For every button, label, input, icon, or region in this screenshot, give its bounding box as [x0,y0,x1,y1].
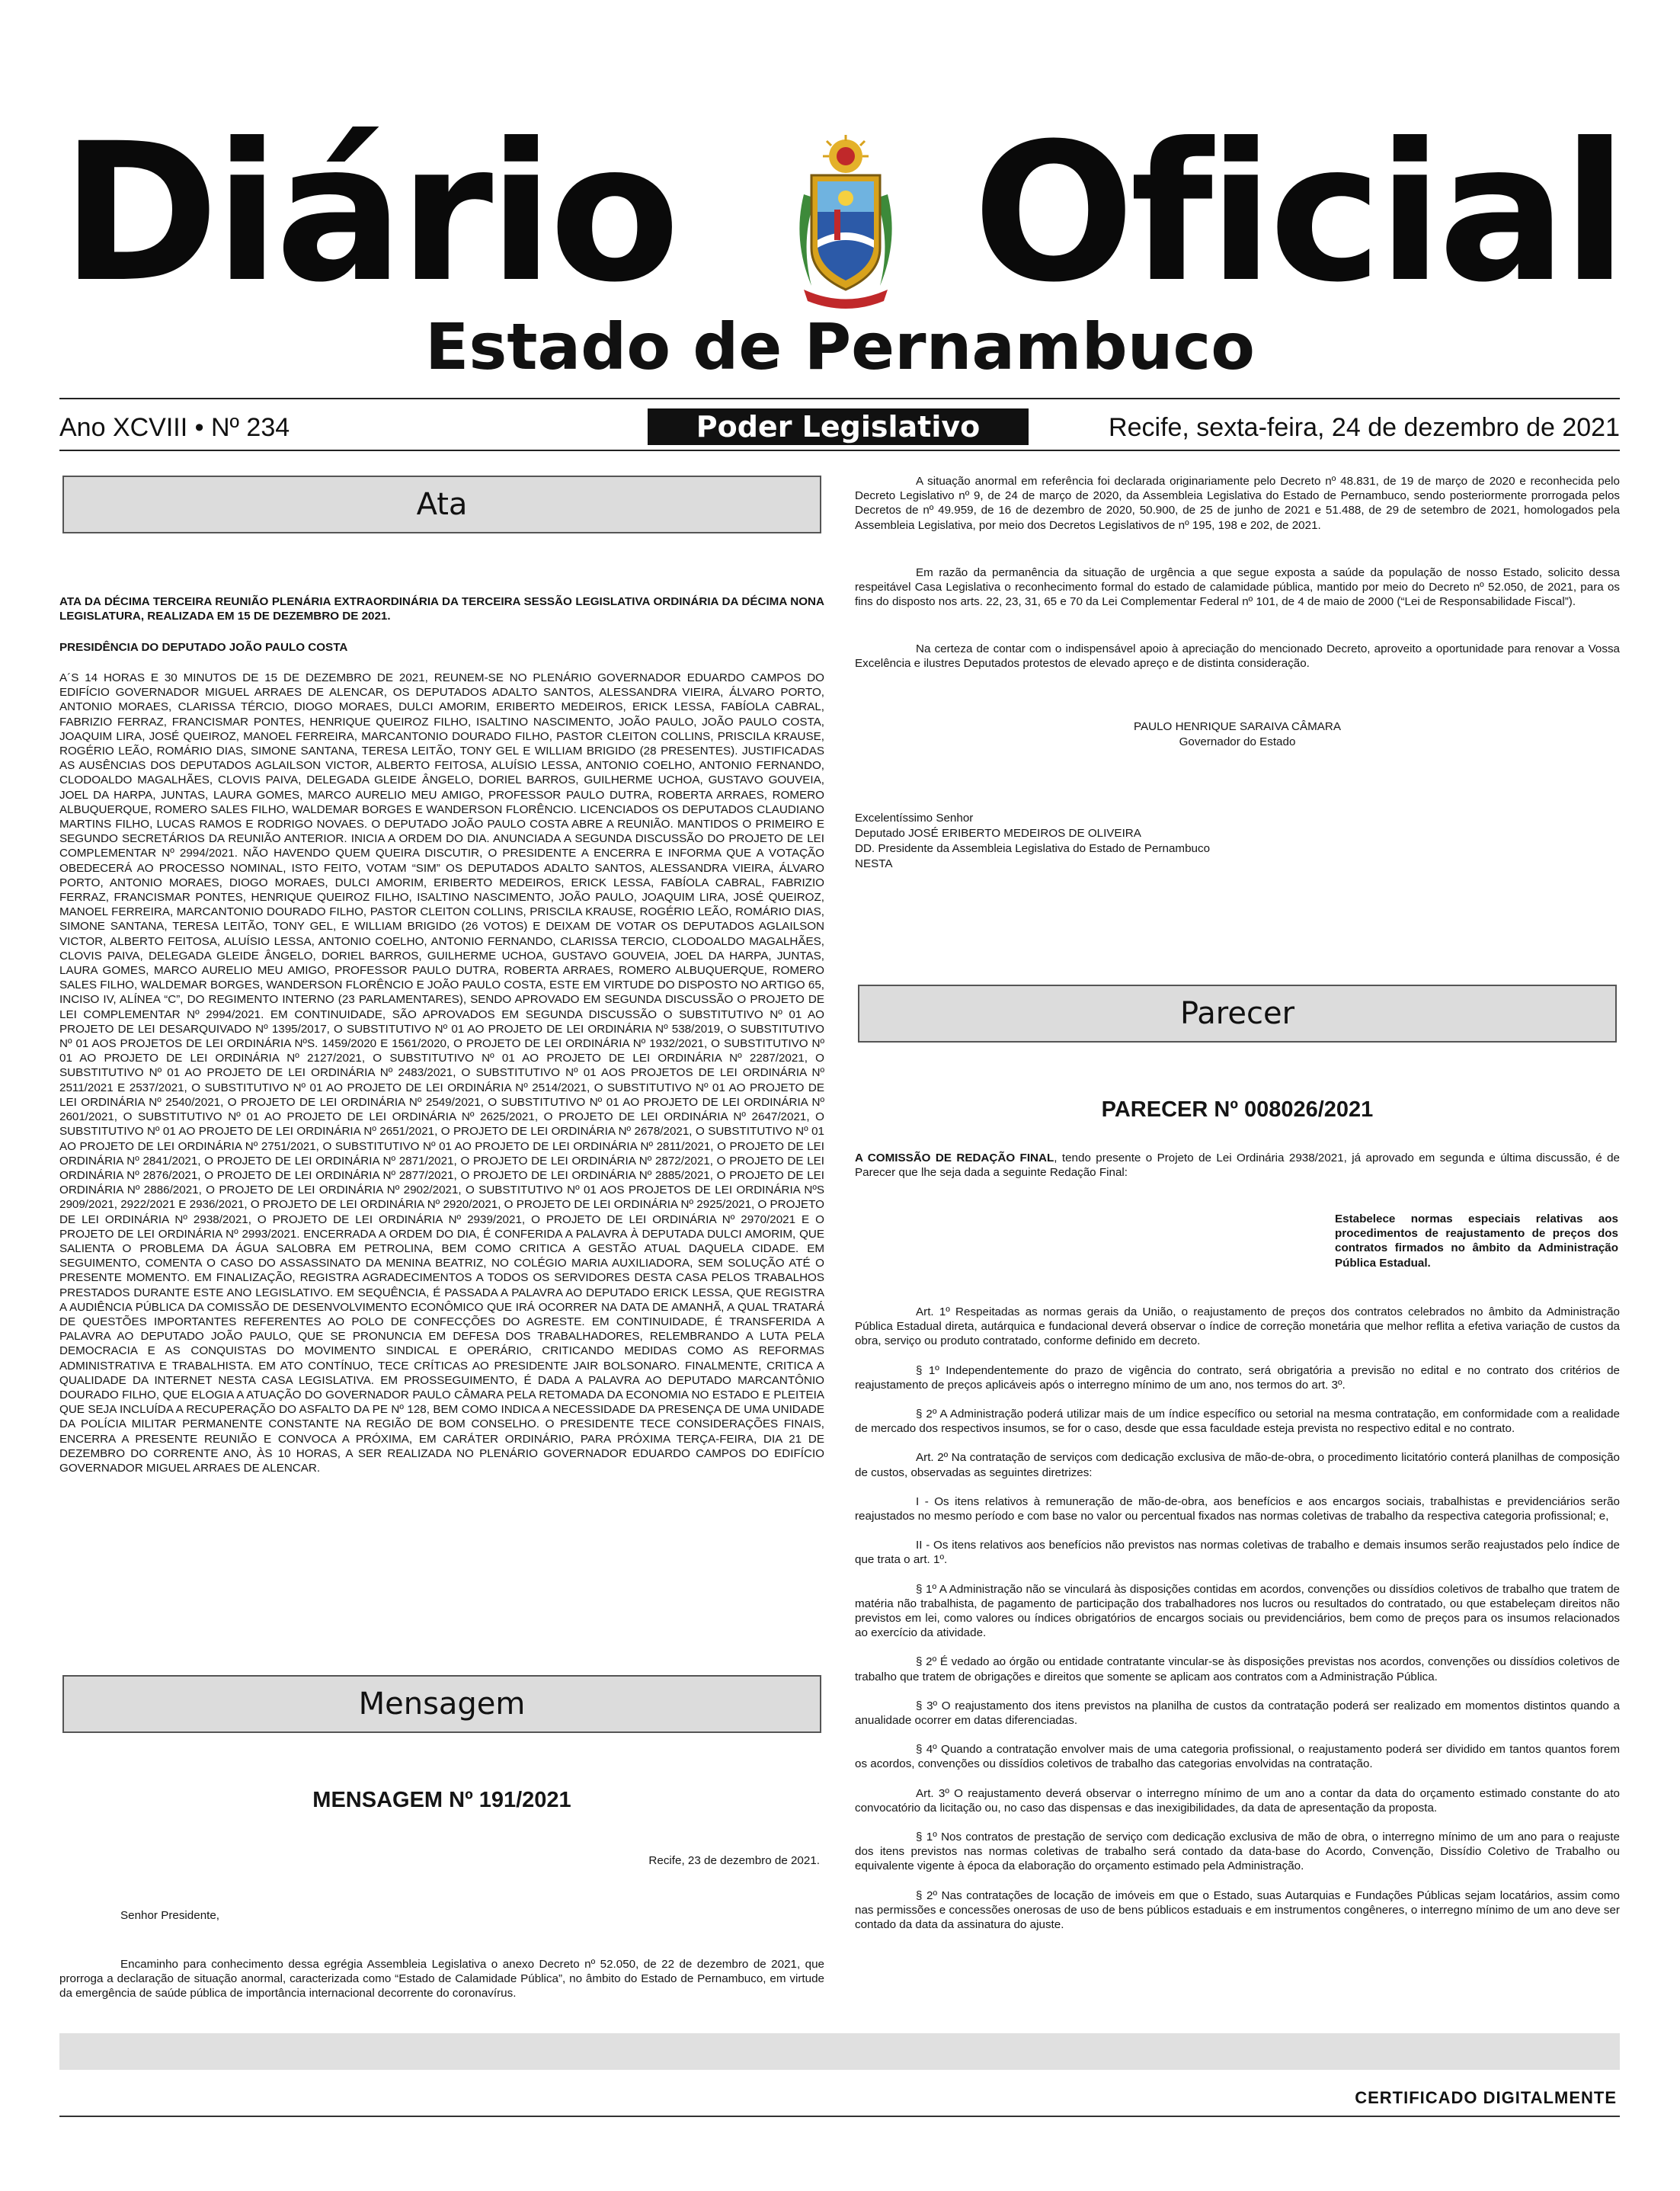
masthead [61,102,1623,324]
digital-certificate-label: CERTIFICADO DIGITALMENTE [1355,2088,1617,2107]
mensagem-paragraph-3: Em razão da permanência da situação de urgência a que segue exposta a saúde da população de nosso Estado, solicito dessa respeitável Casa Legislativa o reconhecimento formal do estado de calamidade pública, mantido por meio do Decreto nº 52.050, de 2021, para os fins do disposto nos arts. 22, 23, 31, 65 e 70 da Lei Complementar Federal nº 101, de 4 de maio de 2000 (“Lei de Responsabilidade Fiscal”). [855,566,1620,609]
parecer-paragraph: § 3º O reajustamento dos itens previstos na planilha de custos da contratação poderá ser realizado em momentos distintos quando a anualidade ocorrer em datas diferenciadas. [855,1699,1620,1728]
parecer-paragraph: § 2º Nas contratações de locação de imóveis em que o Estado, suas Autarquias e Fundações Públicas sejam locatários, assim como nas permissões e concessões onerosas de uso de bens públicos estaduais e em instrumentos congêneres, o interregno mínimo de um ano deve ser contado da data da assinatura do ajuste. [855,1888,1620,1932]
section-header-mensagem: Mensagem [62,1675,821,1733]
addressee-line-2: Deputado JOSÉ ERIBERTO MEDEIROS DE OLIVEIRA [855,827,1141,840]
mensagem-salutation: Senhor Presidente, [120,1909,220,1922]
parecer-paragraph: § 1º A Administração não se vinculará às disposições contidas em acordos, convenções ou dissídios coletivos de trabalho que tratem de matéria não trabalhista, de pagamento de participação dos trabalhadores nos lucros ou resultados do contratado, ou que estabeleçam direitos não previstos em lei, como valores ou índices obrigatórios de encargos sociais ou previdenciários, bem como de preços para os insumos relacionados ao exercício da atividade. [855,1582,1620,1640]
mensagem-paragraph-1: Encaminho para conhecimento dessa egrégia Assembleia Legislativa o anexo Decreto nº 52.050, de 22 de dezembro de 2021, que prorroga a declaração de situação anormal, caracterizada como “Estado de Calamidade Pública”, no âmbito do Estado de Pernambuco, em virtude da emergência de saúde pública de importância internacional decorrente do coronavírus. [59,1958,824,2000]
masthead-subtitle: Estado de Pernambuco [424,309,1256,384]
power-banner: Poder Legislativo [648,408,1029,445]
addressee-line-4: NESTA [855,857,893,870]
addressee-line-3: DD. Presidente da Assembleia Legislativa do Estado de Pernambuco [855,842,1211,855]
masthead-title-right: Oficial [972,102,1623,324]
parecer-paragraph: § 2º A Administração poderá utilizar mais de um índice específico ou setorial na mesma contratação, em conformidade com a realidade de mercado dos respectivos insumos, se for o caso, desde que essa faculdade esteja prevista no respectivo edital e no contrato. [855,1408,1620,1436]
parecer-intro [855,1151,1620,1180]
parecer-paragraph: § 1º Nos contratos de prestação de serviço com dedicação exclusiva de mão de obra, o interregno mínimo de um ano para o reajuste dos itens previstos nas normas coletivas de trabalho será contado da data-base do Acordo, Convenção, Dissídio Coletivo de Trabalho ou equivalente vigente à época da elaboração do orçamento estimado pela Administração. [855,1831,1620,1873]
parecer-title: PARECER Nº 008026/2021 [1101,1097,1374,1122]
parecer-paragraph: Art. 1º Respeitadas as normas gerais da União, o reajustamento de preços dos contratos celebrados no âmbito da Administração Pública Estadual direta, autárquica e fundacional deverá observar o índice de correção monetária que melhor reflita a efetiva variação de custos da obra, serviço ou produto contratado, conforme definido em decreto. [855,1305,1620,1348]
issue-number: Ano XCVIII • Nº 234 [59,413,290,442]
masthead-title-left: Diário [61,102,676,324]
parecer-paragraph: § 2º É vedado ao órgão ou entidade contratante vincular-se às disposições previstas nos acordos, convenções ou dissídios coletivos de trabalho que tratem de obrigações e direitos que somente se aplicam aos contratos com a Administração Pública. [855,1655,1620,1683]
parecer-paragraph: I - Os itens relativos à remuneração de mão-de-obra, aos benefícios e aos encargos sociais, trabalhistas e previdenciários serão reajustados no mesmo período e com base no valor ou percentual fixados nas normas coletivas de trabalho da respectiva categoria profissional; e, [855,1494,1620,1523]
parecer-paragraph: § 4º Quando a contratação envolver mais de uma categoria profissional, o reajustamento poderá ser dividido em tantos quantos forem os acordos, convenções ou dissídios coletivos de trabalho das categorias envolvidas na contratação. [855,1743,1620,1771]
section-header-ata: Ata [62,476,821,533]
parecer-paragraph: § 1º Independentemente do prazo de vigência do contrato, será obrigatória a previsão no edital e no contrato dos critérios de reajustamento de preços aplicáveis após o interregno mínimo de um ano, nos termos do art. 3º. [855,1363,1620,1392]
signer-role: Governador do Estado [1179,735,1296,748]
mensagem-date: Recife, 23 de dezembro de 2021. [648,1854,820,1867]
parecer-paragraph: II - Os itens relativos aos benefícios não previstos nas normas coletivas de trabalho e demais insumos serão reajustados pelo índice de que trata o art. 1º. [855,1539,1620,1567]
parecer-ementa: Estabelece normas especiais relativas aos procedimentos de reajustamento de preços dos contratos firmados no âmbito da Administração Pública Estadual. [1335,1212,1618,1270]
signer-name: PAULO HENRIQUE SARAIVA CÂMARA [1133,720,1342,733]
parecer-intro-text: , tendo presente o Projeto de Lei Ordinária 2938/2021, já aprovado em segunda e última discussão, é de Parecer que lhe seja dada a seguinte Redação Final: [855,1152,1620,1180]
parecer-paragraph: Art. 3º O reajustamento deverá observar o interregno mínimo de um ano a contar da data do orçamento estimado constante do ato convocatório da licitação ou, no caso das dispensas e das inexigibilidades, da data de apresentação da proposta. [855,1786,1620,1815]
mensagem-title: MENSAGEM Nº 191/2021 [312,1788,571,1812]
ata-heading: ATA DA DÉCIMA TERCEIRA REUNIÃO PLENÁRIA EXTRAORDINÁRIA DA TERCEIRA SESSÃO LEGISLATIVA ORDINÁRIA DA DÉCIMA NONA LEGISLATURA, REALIZADA EM 15 DE DEZEMBRO DE 2021. [59,595,824,623]
ata-body: A´S 14 HORAS E 30 MINUTOS DE 15 DE DEZEMBRO DE 2021, REUNEM-SE NO PLENÁRIO GOVERNADOR EDUARDO CAMPOS DO EDIFÍCIO GOVERNADOR MIGUEL ARRAES DE ALENCAR, OS DEPUTADOS ADALTO SANTOS, ALESSANDRA VIEIRA, ÁLVARO PORTO, ANTONIO MORAES, CLARISSA TÉRCIO, DIOGO MORAES, DULCI AMORIM, ERIBERTO MEDEIROS, ERICK LESSA, FABÍOLA CABRAL, FABRIZIO FERRAZ, FRANCISMAR PONTES, HENRIQUE QUEIROZ FILHO, ISALTINO NASCIMENTO, JOÃO PAULO, JOÃO PAULO COSTA, JOAQUIM LIRA, JOSÉ QUEIROZ, MANOEL FERREIRA, MARCANTONIO DOURADO FILHO, PASTOR CLEITON COLLINS, PRISCILA KRAUSE, ROGÉRIO LEÃO, ROMÁRIO DIAS, SIMONE SANTANA, TERESA LEITÃO, TONY GEL E WILLIAM BRIGIDO (28 PRESENTES). JUSTIFICADAS AS AUSÊNCIAS DOS DEPUTADOS AGLAILSON VICTOR, ALBERTO FEITOSA, ALUÍSIO LESSA, ANTONIO COELHO, ANTONIO FERNANDO, CLODOALDO MAGALHÃES, CLOVIS PAIVA, DELEGADA GLEIDE ÂNGELO, DORIEL BARROS, GUILHERME UCHOA, GUSTAVO GOUVEIA, JOEL DA HARPA, JUNTAS, LAURA GOMES, MARCO AURELIO MEU AMIGO, PROFESSOR PAULO DUTRA, ROBERTA ARRAES, ROMERO ALBUQUERQUE, ROMERO SALES FILHO, WALDEMAR BORGES E WANDERSON FLORÊNCIO. LICENCIADOS OS DEPUTADOS CLAUDIANO MARTINS FILHO, LUCAS RAMOS E RODRIGO NOVAES. O DEPUTADO JOÃO PAULO COSTA ABRE A REUNIÃO. MANTIDOS O PRIMEIRO E SEGUNDO SECRETÁRIOS DA REUNIÃO ANTERIOR. INICIA A ORDEM DO DIA. ANUNCIADA A SEGUNDA DISCUSSÃO DO PROJETO DE LEI COMPLEMENTAR Nº 2994/2021. NÃO HAVENDO QUEM QUEIRA DISCUTIR, O PRESIDENTE A ENCERRA E INFORMA QUE A VOTAÇÃO OBEDECERÁ AO PROCESSO NOMINAL, ISTO FEITO, VOTAM “SIM” OS DEPUTADOS ADALTO SANTOS, ALESSANDRA VIEIRA, ÁLVARO PORTO, ANTONIO MORAES, DIOGO MORAES, DULCI AMORIM, ERIBERTO MEDEIROS, ERICK LESSA, FABÍOLA CABRAL, FABRIZIO FERRAZ, FRANCISMAR PONTES, HENRIQUE QUEIROZ FILHO, ISALTINO NASCIMENTO, JOÃO PAULO, JOAQUIM LIRA, JOSÉ QUEIROZ, MANOEL FERREIRA, MARCANTONIO DOURADO FILHO, PASTOR CLEITON COLLINS, PRISCILA KRAUSE, ROGÉRIO LEÃO, ROMÁRIO DIAS, SIMONE SANTANA, TERESA LEITÃO, TONY GEL, E WILLIAM BRIGIDO (26 VOTOS) E DEIXAM DE VOTAR OS DEPUTADOS AGLAILSON VICTOR, ALBERTO FEITOSA, ALUÍSIO LESSA, ANTONIO COELHO, ANTONIO FERNANDO, CLARISSA TERCIO, CLODOALDO MAGALHÃES, CLOVIS PAIVA, DELEGADA GLEIDE ÂNGELO, DORIEL BARROS, GUILHERME UCHOA, GUSTAVO GOUVEIA, JOEL DA HARPA, JUNTAS, LAURA GOMES, MARCO AURELIO MEU AMIGO, PROFESSOR PAULO DUTRA, ROBERTA ARRAES, ROMERO ALBUQUERQUE, ROMERO SALES FILHO, WALDEMAR BORGES, WANDERSON FLORÊNCIO E JOÃO PAULO COSTA, ESTE EM VIRTUDE DO DISPOSTO NO ARTIGO 65, INCISO IV, ALÍNEA “C”, DO REGIMENTO INTERNO (23 PARLAMENTARES), SENDO APROVADO EM SEGUNDA DISCUSSÃO O PROJETO DE LEI COMPLEMENTAR Nº 2994/2021. EM CONTINUIDADE, SÃO APROVADOS EM SEGUNDA DISCUSSÃO O SUBSTITUTIVO Nº 01 AO PROJETO DE LEI DESARQUIVADO Nº 1395/2017, O SUBSTITUTIVO Nº 01 AO PROJETO DE LEI ORDINÁRIA Nº 538/2019, O SUBSTITUTIVO Nº 01 AOS PROJETOS DE LEI ORDINÁRIA NºS. 1459/2020 E 1561/2020, O PROJETO DE LEI ORDINÁRIA Nº 1932/2021, O SUBSTITUTIVO Nº 01 AO PROJETO DE LEI ORDINÁRIA Nº 2127/2021, O SUBSTITUTIVO Nº 01 AO PROJETO DE LEI ORDINÁRIA Nº 2287/2021, O SUBSTITUTIVO Nº 01 AO PROJETO DE LEI ORDINÁRIA Nº 2483/2021, O SUBSTITUTIVO Nº 01 AOS PROJETOS DE LEI ORDINÁRIA Nº 2511/2021 E 2537/2021, O SUBSTITUTIVO Nº 01 AO PROJETO DE LEI ORDINÁRIA Nº 2514/2021, O SUBSTITUTIVO Nº 01 AO PROJETO DE LEI ORDINÁRIA Nº 2540/2021, O PROJETO DE LEI ORDINÁRIA Nº 2549/2021, O SUBSTITUTIVO Nº 01 AO PROJETO DE LEI ORDINÁRIA Nº 2601/2021, O SUBSTITUTIVO Nº 01 AO PROJETO DE LEI ORDINÁRIA Nº 2625/2021, O PROJETO DE LEI ORDINÁRIA Nº 2647/2021, O SUBSTITUTIVO Nº 01 AO PROJETO DE LEI ORDINÁRIA Nº 2651/2021, O PROJETO DE LEI ORDINÁRIA Nº 2678/2021, O SUBSTITUTIVO Nº 01 AO PROJETO DE LEI ORDINÁRIA Nº 2751/2021, O SUBSTITUTIVO Nº 01 AO PROJETO DE LEI ORDINÁRIA Nº 2811/2021, O PROJETO DE LEI ORDINÁRIA Nº 2841/2021, O PROJETO DE LEI ORDINÁRIA Nº 2871/2021, O PROJETO DE LEI ORDINÁRIA Nº 2872/2021, O PROJETO DE LEI ORDINÁRIA Nº 2876/2021, O PROJETO DE LEI ORDINÁRIA Nº 2877/2021, O PROJETO DE LEI ORDINÁRIA Nº 2885/2021, O PROJETO DE LEI ORDINÁRIA Nº 2886/2021, O PROJETO DE LEI ORDINÁRIA Nº 2902/2021, O SUBSTITUTIVO Nº 01 AOS PROJETOS DE LEI ORDINÁRIA NºS 2909/2021, 2922/2021 E 2936/2021, O PROJETO DE LEI ORDINÁRIA Nº 2920/2021, O PROJETO DE LEI ORDINÁRIA Nº 2925/2021, O PROJETO DE LEI ORDINÁRIA Nº 2938/2021, O PROJETO DE LEI ORDINÁRIA Nº 2939/2021, O PROJETO DE LEI ORDINÁRIA Nº 2970/2021 E O PROJETO DE LEI ORDINÁRIA Nº 2993/2021. ENCERRADA A ORDEM DO DIA, É CONFERIDA A PALAVRA À DEPUTADA DULCI AMORIM, QUE SALIENTA O PROBLEMA DA ÁGUA SALOBRA EM PETROLINA, BEM COMO CRITICA A GESTÃO ATUAL DAQUELA CIDADE. EM SEGUIMENTO, COMENTA O CASO DO ASSASSINATO DA MENINA BEATRIZ, NO COLÉGIO MARIA AUXILIADORA, SEM SOLUÇÃO ATÉ O PRESENTE MOMENTO. EM FINALIZAÇÃO, REGISTRA AGRADECIMENTOS A TODOS OS SERVIDORES DESTA CASA PELOS TRABALHOS PRESTADOS DURANTE ESTE ANO LEGISLATIVO. EM SEQUÊNCIA, É PASSADA A PALAVRA AO DEPUTADO ERICK LESSA, QUE REGISTRA A AUDIÊNCIA PÚBLICA DA COMISSÃO DE DESENVOLVIMENTO ECONÔMICO QUE IRÁ OCORRER NA DATA DE AMANHÃ, A QUAL TRATARÁ DE QUESTÕES IMPORTANTES REFERENTES AO POLO DE CONFECÇÕES DO AGRESTE. EM CONTINUIDADE, É TRANSFERIDA A PALAVRA AO DEPUTADO JOÃO PAULO, QUE SE PRONUNCIA EM DEFESA DOS TRABALHADORES, RELEMBRANDO A LUTA PELA DEMOCRACIA E AS CONQUISTAS DO MOVIMENTO SINDICAL E OPERÁRIO, CRITICANDO MEDIDAS COMO AS REFORMAS ADMINISTRATIVA E TRABALHISTA. EM ATO CONTÍNUO, TECE CRÍTICAS AO PRESIDENTE JAIR BOLSONARO. FINALMENTE, CRITICA A QUALIDADE DA INTERNET NESTA CASA LEGISLATIVA. EM PROSSEGUIMENTO, É DADA A PALAVRA AO DEPUTADO MARCANTÔNIO DOURADO FILHO, QUE ELOGIA A ATUAÇÃO DO GOVERNADOR PAULO CÂMARA PELA RETOMADA DA ECONOMIA NO ESTADO E PLEITEIA QUE SEJA INCLUÍDA A RECUPERAÇÃO DO ASFALTO DA PE Nº 128, BEM COMO INDICA A NECESSIDADE DA PRESENÇA DE UMA UNIDADE DA POLÍCIA MILITAR PERMANENTE CONSTANTE NA REGIÃO DE BOM CONSELHO. O PRESIDENTE TECE CONSIDERAÇÕES FINAIS, ENCERRA A PRESENTE REUNIÃO E CONVOCA A PRÓXIMA, EM CARÁTER ORDINÁRIO, PARA PRÓXIMA TERÇA-FEIRA, DIA 21 DE DEZEMBRO DO CORRENTE ANO, ÀS 10 HORAS, A SER REALIZADA NO PLENÁRIO GOVERNADOR EDUARDO CAMPOS DO EDIFÍCIO GOVERNADOR MIGUEL ARRAES DE ALENCAR. [59,671,824,1475]
footer-rule [59,2116,1620,2117]
pernambuco-coat-of-arms-icon [789,133,903,309]
parecer-articles [855,1305,1620,1946]
issue-date: Recife, sexta-feira, 24 de dezembro de 2021 [1109,413,1620,442]
header-rule-bottom [59,450,1620,451]
parecer-paragraph: Art. 2º Na contratação de serviços com dedicação exclusiva de mão-de-obra, o procedimento licitatório conterá planilhas de composição de custos, observadas as seguintes diretrizes: [855,1451,1620,1479]
issue-bar [59,408,1620,447]
footer-bar [59,2033,1620,2070]
header-rule-top [59,398,1620,399]
section-header-parecer: Parecer [858,985,1617,1043]
parecer-intro-committee: A COMISSÃO DE REDAÇÃO FINAL [855,1152,1054,1164]
mensagem-paragraph-4: Na certeza de contar com o indispensável apoio à apreciação do mencionado Decreto, aproveito a oportunidade para renovar a Vossa Excelência e ilustres Deputados protestos de elevado apreço e de distinta consideração. [855,642,1620,671]
addressee-line-1: Excelentíssimo Senhor [855,812,974,825]
ata-presidency: PRESIDÊNCIA DO DEPUTADO JOÃO PAULO COSTA [59,641,348,654]
mensagem-paragraph-2: A situação anormal em referência foi declarada originariamente pelo Decreto nº 48.831, de 19 de março de 2020 e reconhecida pelo Decreto Legislativo nº 9, de 24 de março de 2020, da Assembleia Legislativa do Estado de Pernambuco, sendo posteriormente prorrogada pelos Decretos de nº 49.959, de 16 de dezembro de 2020, 50.900, de 25 de junho de 2021 e 51.488, de 29 de setembro de 2021, homologados pela Assembleia Legislativa, por meio dos Decretos Legislativos de nº 195, 198 e 202, de 2021. [855,475,1620,532]
